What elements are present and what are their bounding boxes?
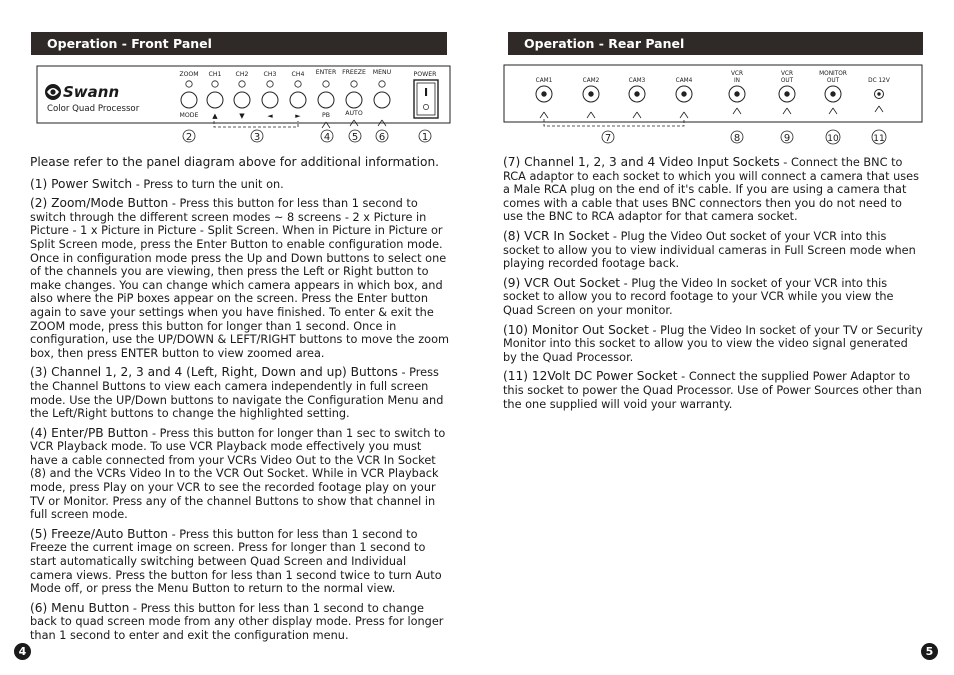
power-on-mark: I xyxy=(423,86,429,99)
label-cam2: CAM2 xyxy=(582,78,600,84)
label-freeze: FREEZE xyxy=(342,69,366,76)
callout-3-number: 3 xyxy=(253,132,261,143)
arrow-right-icon: ► xyxy=(295,112,301,120)
enter-pb-button[interactable] xyxy=(318,92,334,108)
swann-logo-icon xyxy=(45,84,61,100)
brand-logo-text: Swann xyxy=(63,83,120,101)
ch4-led-icon xyxy=(295,81,301,87)
label-monitor-line1: MONITOR xyxy=(819,71,847,77)
label-ch1: CH1 xyxy=(208,71,222,78)
label-vcr-out-line2: OUT xyxy=(780,78,794,84)
item-video-inputs: (7) Channel 1, 2, 3 and 4 Video Input Sockets - Connect the BNC to RCA adaptor to each socket to which you will connect a camera that uses a Male RCA plug on the end of it's cable. If you are using a camera that comes with a cable that uses BNC connectors then you do not need to use the BNC to RCA adaptor for that camera socket. xyxy=(503,155,919,224)
menu-button[interactable] xyxy=(374,92,390,108)
label-ch4: CH4 xyxy=(291,71,305,78)
callout-6-number: 6 xyxy=(378,132,386,143)
menu-led-icon xyxy=(379,81,385,87)
cam1-socket-icon xyxy=(536,86,552,102)
freeze-auto-button[interactable] xyxy=(346,92,362,108)
label-cam3: CAM3 xyxy=(628,78,646,84)
item-monitor-out: (10) Monitor Out Socket - Plug the Video In socket of your TV or Security Monitor into this socket to allow you to view the video signal generated by the Quad Processor. xyxy=(503,322,923,364)
label-cam4: CAM4 xyxy=(675,78,693,84)
front-panel-header: Operation - Front Panel xyxy=(31,32,447,55)
rear-panel-diagram xyxy=(477,0,954,150)
cam2-socket-icon xyxy=(583,86,599,102)
label-vcr-in-line1: VCR xyxy=(730,71,744,77)
arrow-down-icon: ▼ xyxy=(239,112,245,120)
enter-led-icon xyxy=(323,81,329,87)
callout-1-number: 1 xyxy=(421,132,429,143)
product-name: Color Quad Processor xyxy=(47,104,140,114)
callout-9-number: 9 xyxy=(783,133,791,144)
label-ch3: CH3 xyxy=(263,71,277,78)
label-cam1: CAM1 xyxy=(535,78,553,84)
item-vcr-out: (9) VCR Out Socket - Plug the Video In socket of your VCR into this socket to allow you to record footage to your VCR while you view the Quad Screen on your monitor. xyxy=(503,275,894,317)
arrow-up-icon: ▲ xyxy=(212,112,218,120)
front-panel-descriptions xyxy=(30,156,449,649)
callout-8-number: 8 xyxy=(733,133,741,144)
rear-panel-descriptions xyxy=(503,156,923,417)
label-enter: ENTER xyxy=(315,69,337,76)
callout-11-number: 11 xyxy=(873,134,885,144)
item-power-switch: (1) Power Switch - Press to turn the unit on. xyxy=(30,176,284,191)
zoom-led-icon xyxy=(186,81,192,87)
arrow-left-icon: ◄ xyxy=(267,112,273,120)
vcr-out-socket-icon xyxy=(779,86,795,102)
rear-panel-header: Operation - Rear Panel xyxy=(508,32,923,55)
zoom-mode-button[interactable] xyxy=(181,92,197,108)
ch1-up-button[interactable] xyxy=(207,92,223,108)
item-menu: (6) Menu Button - Press this button for less than 1 second to change back to quad screen mode from any other display mode. Press for longer than 1 second to enter and exit the configuration menu. xyxy=(30,600,444,642)
label-auto: AUTO xyxy=(345,110,363,117)
label-mode: MODE xyxy=(179,112,199,119)
callout-4-number: 4 xyxy=(323,132,331,143)
item-freeze-auto: (5) Freeze/Auto Button - Press this button for less than 1 second to Freeze the current image on screen. Press for longer than 1 second to start automatically switching between Quad Screen and Individual camera views. Press the button for less than 1 second twice to turn Auto Mode off, or press the Menu Button to return to the normal view. xyxy=(30,526,442,596)
label-ch2: CH2 xyxy=(235,71,249,78)
front-panel-diagram xyxy=(0,0,477,150)
ch2-led-icon xyxy=(239,81,245,87)
callout-7-number: 7 xyxy=(604,133,612,144)
label-monitor-line2: OUT xyxy=(826,78,840,84)
power-switch[interactable] xyxy=(414,80,438,118)
label-vcr-out-line1: VCR xyxy=(780,71,794,77)
callout-2-number: 2 xyxy=(185,132,193,143)
dc-power-socket-icon xyxy=(875,90,884,99)
power-off-mark-icon xyxy=(423,104,428,109)
ch1-led-icon xyxy=(212,81,218,87)
ch3-led-icon xyxy=(267,81,273,87)
label-pb: PB xyxy=(322,112,330,119)
vcr-in-socket-icon xyxy=(729,86,745,102)
page-number-left: 4 xyxy=(14,643,31,660)
intro-text: Please refer to the panel diagram above for additional information. xyxy=(30,155,440,169)
ch4-right-button[interactable] xyxy=(290,92,306,108)
item-enter-pb: (4) Enter/PB Button - Press this button for longer than 1 sec to switch to VCR Playback mode. To use VCR Playback mode effectively you must have a cable connected from your VCRs Video Out to the VCR In Socket (8) and the VCRs Video In to the VCR Out Socket. While in VCR Playback mode, press Play on your VCR to see the recorded footage play on your TV or Monitor. Press any of the channel Buttons to show that channel in full screen mode. xyxy=(30,425,446,522)
ch3-left-button[interactable] xyxy=(262,92,278,108)
right-page xyxy=(477,0,954,675)
label-power: POWER xyxy=(413,71,437,78)
monitor-out-socket-icon xyxy=(825,86,841,102)
callout-5-number: 5 xyxy=(351,132,359,143)
item-channel-buttons: (3) Channel 1, 2, 3 and 4 (Left, Right, Down and up) Buttons - Press the Channel Buttons to view each camera independently in full screen mode. Use the UP/Down buttons to navigate the Configuration Menu and the Left/Right buttons to change the highlighted setting. xyxy=(30,365,444,421)
ch2-down-button[interactable] xyxy=(234,92,250,108)
callout-10-number: 10 xyxy=(827,134,839,144)
cam4-socket-icon xyxy=(676,86,692,102)
label-vcr-in-line2: IN xyxy=(733,78,741,84)
item-zoom-mode: (2) Zoom/Mode Button - Press this button for less than 1 second to switch through the different screen modes ~ 8 screens - 2 x Picture in Picture - 1 x Picture in Picture - Split Screen. When in Picture in Picture or Split Screen mode, press the Enter Button to enable configuration mode. Once in configuration mode press the Up and Down buttons to select one of the channels you are viewing, then press the Left or Right button to make changes. You can change which camera appears in which box, and also where the PiP boxes appear on the screen. Press the Enter button again to save your settings when you have finished. To enter & exit the ZOOM mode, press this button for longer than 1 second. Once in configuration, use the UP/DOWN & LEFT/RIGHT buttons to move the zoom box, then press ENTER button to view zoomed area. xyxy=(30,196,449,360)
label-dc: DC 12V xyxy=(868,78,890,84)
item-vcr-in: (8) VCR In Socket - Plug the Video Out socket of your VCR into this socket to allow you to view individual cameras in Full Screen mode when playing recorded footage back. xyxy=(503,228,916,271)
freeze-led-icon xyxy=(351,81,357,87)
label-menu: MENU xyxy=(372,69,392,76)
label-zoom: ZOOM xyxy=(179,71,199,78)
cam3-socket-icon xyxy=(629,86,645,102)
item-dc-power: (11) 12Volt DC Power Socket - Connect the supplied Power Adaptor to this socket to power the Quad Processor. Use of Power Sources other than the one supplied will void your warranty. xyxy=(503,369,922,411)
page-number-right: 5 xyxy=(921,643,938,660)
